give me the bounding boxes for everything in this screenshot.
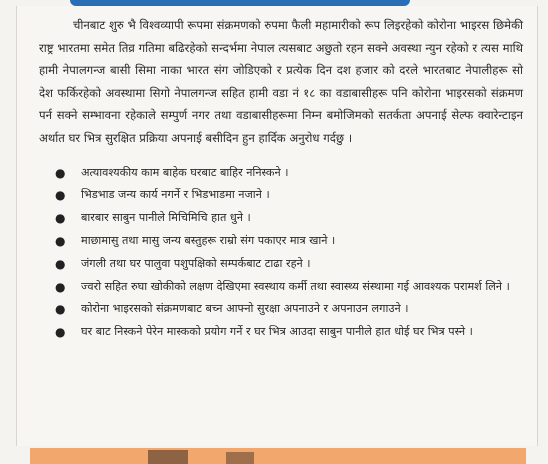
list-item [55, 230, 523, 253]
list-item-text: भिडभाड जन्य कार्य नगर्ने र भिडभाडमा नजाने । [81, 188, 270, 202]
list-item [55, 276, 523, 299]
list-item-text: माछामासु तथा मासु जन्य बस्तुहरू राम्रो संग पकाएर मात्र खाने । [81, 233, 336, 247]
cropped-heading-fragment [148, 450, 188, 464]
bottom-banner [30, 448, 526, 464]
bullet-icon: ● [55, 165, 66, 180]
bullet-icon: ● [55, 188, 66, 203]
bullet-icon: ● [55, 256, 66, 271]
bullet-icon: ● [55, 233, 66, 248]
list-item [55, 298, 523, 321]
bullet-icon: ● [55, 302, 66, 317]
list-item [55, 321, 523, 344]
list-item [55, 207, 523, 230]
list-item [55, 162, 523, 185]
bullet-icon: ● [55, 211, 66, 226]
list-item-text: बारबार साबुन पानीले मिचिमिचि हात धुने । [81, 211, 251, 225]
list-item-text: ज्वरो सहित रुघा खोकीको लक्षण देखिएमा स्वस्थाय कर्मी तथा स्वास्थ्य संस्थामा गई आवश्यक परामर्श लिने । [81, 279, 510, 293]
list-item-text: घर बाट निस्कने पेरेन मास्कको प्रयोग गर्ने र घर भित्र आउदा साबुन पानीले हात धोई घर भित्र पस्ने । [81, 325, 473, 339]
list-item [55, 184, 523, 207]
notice-paragraph: चीनबाट शुरु भै विश्वव्यापी रूपमा संक्रमणको रुपमा फैली महामारीको रूप लिइरहेको कोरोना भाइरस छिमेकी राष्ट्र भारतमा समेत तिव्र गतिमा बढिरहेको सन्दर्भमा नेपाल त्यसबाट अछुतो रहन सक्ने अवस्था न्युन रहेको र त्यस माथि हामी नेपालगन्ज बासी सिमा नाका भारत संग जोडिएको र प्रत्येक दिन दश हजार को दरले भारतबाट नेपालीहरू सो देश फर्किरहेको अवस्थामा सिगो नेपालगन्ज सहित हामी वडा नं १८ का वडाबासीहरू पनि कोरोना भाइरसको संक्रमण पर्न सक्ने सम्भावना रहेकाले सम्पुर्ण नगर तथा वडाबासीहरूमा निम्न बमोजिमको सतर्कता अपनाई सेल्फ क्वारेन्टाइन अर्थात घर भित्र सुरक्षित प्रक्रिया अपनाई बसीदिन हुन हार्दिक अनुरोध गर्दछु । [39, 18, 523, 145]
bullet-icon: ● [55, 279, 66, 294]
list-item-text: कोरोना भाइरसको संक्रमणबाट बच्न आफ्नो सुरक्षा अपनाउने र अपनाउन लगाउने । [81, 302, 409, 316]
notice-page [16, 6, 538, 446]
bullet-icon: ● [55, 325, 66, 340]
advice-list [17, 162, 537, 344]
list-item-text: जंगली तथा घर पालुवा पशुपक्षिको सम्पर्कबाट टाढा रहने । [81, 256, 311, 270]
list-item [55, 253, 523, 276]
cropped-heading-fragment [226, 452, 254, 464]
list-item-text: अत्यावश्यकीय काम बाहेक घरबाट बाहिर ननिस्कने । [81, 165, 289, 179]
